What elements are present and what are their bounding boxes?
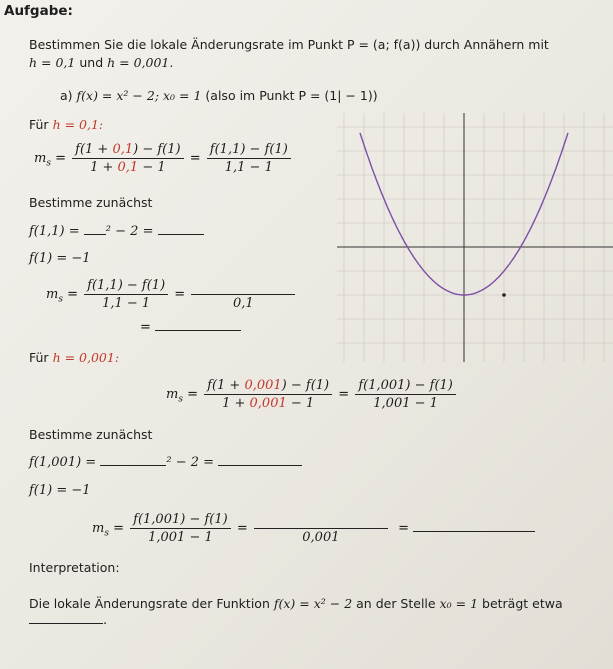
section2-f1001-line [29, 455, 302, 470]
interpretation-answer: . [29, 613, 107, 628]
section1-frac-blank[interactable]: 0,1 [191, 279, 295, 311]
section2-f1-line: f(1) = −1 [29, 483, 91, 498]
task-intro-line: Bestimmen Sie die lokale Änderungsrate im Punkt P = (a; f(a)) durch Annähern mit [29, 37, 549, 52]
section1-header [29, 117, 103, 132]
ms-label: $m_s$ [34, 151, 51, 169]
interpretation-function: f(x) = x² − 2 [273, 596, 353, 611]
parabola-graph [337, 113, 613, 362]
h-value-a: h = 0,1 [29, 55, 76, 70]
part-a-function: f(x) = x² − 2; x₀ = 1 [76, 88, 202, 103]
f11-blank-1[interactable] [84, 234, 106, 235]
section1-frac-plain: $\frac{f(1,1) - f(1)}{1,1 - 1}$ [207, 142, 291, 175]
section2-h-value: h = 0,001: [52, 350, 120, 365]
section2-ms-blank: $m_s$ = $\frac{f(1,001) - f(1)}{1,001 - 1}$ = 0,001 = [92, 512, 535, 545]
interpretation-x0: x₀ = 1 [439, 596, 479, 611]
section2-frac-repeat: $\frac{f(1,001) - f(1)}{1,001 - 1}$ [130, 512, 231, 545]
square-minus-two-2: ² − 2 = [166, 455, 215, 470]
interpretation-label: Interpretation: [29, 560, 120, 575]
task-intro-h-values [29, 55, 173, 70]
section2-result-blank[interactable] [413, 531, 535, 532]
section1-f11-line [29, 224, 204, 239]
section2-prefix: Für [29, 350, 49, 365]
h-value-b: h = 0,001. [107, 55, 174, 70]
section2-determine: Bestimme zunächst [29, 427, 153, 442]
square-minus-two: ² − 2 = [105, 224, 154, 239]
section1-f1-line: f(1) = −1 [29, 251, 91, 266]
section2-formula: $m_s$ = $\frac{f(1 + 0,001) - f(1)}{1 + 0,001 - 1}$ = $\frac{f(1,001) - f(1)}{1,001 - 1}$ [166, 378, 458, 411]
interpretation-blank[interactable] [29, 623, 103, 624]
part-a-label: a) [60, 88, 73, 103]
graph-grid [337, 113, 613, 362]
section2-header [29, 350, 119, 365]
interpretation-sentence: Die lokale Änderungsrate der Funktion f(x) = x² − 2 an der Stelle x₀ = 1 beträgt etwa [29, 596, 563, 611]
part-a [60, 88, 378, 103]
section1-determine: Bestimme zunächst [29, 195, 153, 210]
section2-frac-plain: $\frac{f(1,001) - f(1)}{1,001 - 1}$ [355, 378, 456, 411]
section1-ms-blank: $m_s$ = $\frac{f(1,1) - f(1)}{1,1 - 1}$ = 0,1 [46, 278, 297, 311]
section1-prefix: Für [29, 117, 49, 132]
section2-frac-blank[interactable]: 0,001 [254, 513, 388, 545]
f11-blank-2[interactable] [158, 234, 204, 235]
f1001-blank-1[interactable] [100, 465, 166, 466]
point-p [502, 293, 506, 297]
section1-result: = [140, 320, 241, 335]
section1-frac-red: $\frac{f(1 + 0,1) - f(1)}{1 + 0,1 - 1}$ [72, 142, 183, 175]
f1001-blank-2[interactable] [218, 465, 302, 466]
section1-result-blank[interactable] [155, 330, 241, 331]
f11-label: f(1,1) = [29, 224, 80, 239]
und-text: und [79, 55, 104, 70]
section2-frac-red: $\frac{f(1 + 0,001) - f(1)}{1 + 0,001 - 1}$ [204, 378, 332, 411]
part-a-point: (also im Punkt P = (1| − 1)) [205, 88, 378, 103]
section1-formula: $m_s$ = $\frac{f(1 + 0,1) - f(1)}{1 + 0,1 - 1}$ = $\frac{f(1,1) - f(1)}{1,1 - 1}$ [34, 142, 293, 175]
section1-h-value: h = 0,1: [52, 117, 104, 132]
page-title: Aufgabe: [4, 3, 73, 19]
f1001-label: f(1,001) = [29, 455, 97, 470]
section1-frac-repeat: $\frac{f(1,1) - f(1)}{1,1 - 1}$ [84, 278, 168, 311]
task-intro [29, 37, 549, 52]
